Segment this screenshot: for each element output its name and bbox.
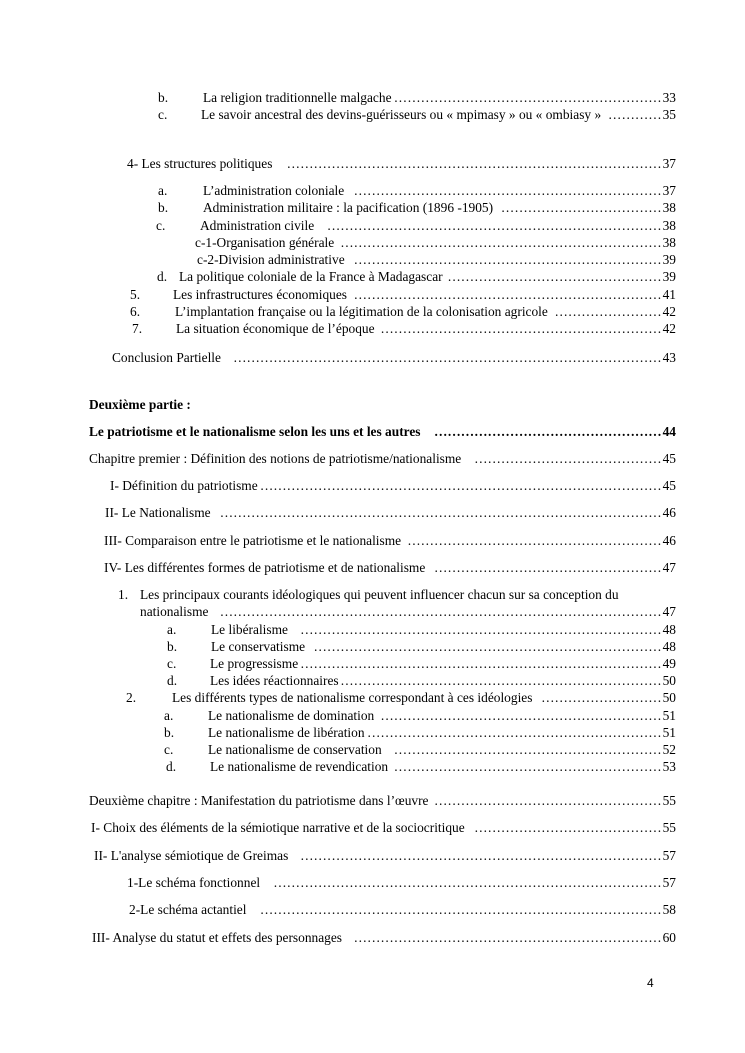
toc-entry-leader: ………………………………………………………	[380, 708, 662, 723]
toc-entry-marker: c.	[158, 107, 168, 122]
toc-entry-marker: a.	[158, 183, 168, 198]
toc-entry	[0, 234, 745, 252]
toc-entry	[0, 655, 745, 673]
toc-entry	[0, 155, 745, 173]
toc-entry	[0, 106, 745, 124]
toc-entry-page: 39	[662, 269, 676, 284]
toc-entry	[0, 303, 745, 321]
toc-entry-leader: ……………………………………………………………	[353, 252, 662, 267]
toc-entry-page: 38	[662, 235, 676, 250]
toc-entry	[0, 901, 745, 919]
toc-entry-marker: b.	[158, 90, 169, 105]
toc-entry-page: 43	[662, 350, 676, 365]
toc-entry-title: III- Analyse du statut et effets des personnages	[92, 930, 343, 945]
toc-entry-title: III- Comparaison entre le patriotisme et le nationalisme	[104, 533, 402, 548]
toc-entry	[0, 621, 745, 639]
toc-entry-leader: ………………………………………………………………………………	[259, 478, 662, 493]
toc-entry	[0, 504, 745, 522]
toc-entry	[0, 320, 745, 338]
toc-entry-leader: ……………………………………………………………	[353, 287, 662, 302]
toc-entry-marker: c.	[167, 656, 177, 671]
toc-entry-page: 55	[662, 793, 676, 808]
toc-entry-title: Le nationalisme de conservation	[208, 742, 382, 757]
toc-entry	[0, 758, 745, 776]
toc-entry-title: Les infrastructures économiques	[173, 287, 348, 302]
toc-entry-leader: ……………………………………………………	[393, 759, 662, 774]
toc-entry-title: 1-Le schéma fonctionnel	[127, 875, 261, 890]
toc-entry	[0, 286, 745, 304]
toc-entry-page: 45	[662, 451, 676, 466]
toc-entry-title: La religion traditionnelle malgache	[203, 90, 392, 105]
toc-entry	[0, 638, 745, 656]
toc-entry-leader: ……………………………………………	[433, 793, 662, 808]
toc-entry-marker: 2.	[126, 690, 137, 705]
toc-entry-page: 41	[662, 287, 676, 302]
toc-entry-leader: ………………………………………………………………………………………	[219, 604, 662, 619]
toc-entry-leader: …………………………………………………	[407, 533, 662, 548]
toc-entry-leader: ………………………………………………………………	[340, 235, 662, 250]
toc-entry	[0, 182, 745, 200]
toc-entry-marker: 5.	[130, 287, 141, 302]
toc-entry	[0, 450, 745, 468]
toc-entry-marker: d.	[167, 673, 178, 688]
toc-entry	[0, 792, 745, 810]
toc-entry-page: 57	[662, 848, 676, 863]
toc-entry	[0, 929, 745, 947]
toc-entry-leader: ………………………………………………………	[380, 321, 662, 336]
toc-entry	[0, 689, 745, 707]
toc-entry-leader: ……………………………………………	[433, 560, 662, 575]
toc-entry-title: Administration militaire : la pacification (1896 -1905)	[203, 200, 494, 215]
toc-entry-title: Le savoir ancestral des devins-guérisseurs ou « mpimasy » ou « ombiasy »	[201, 107, 602, 122]
toc-entry	[0, 199, 745, 217]
toc-entry-page: 47	[662, 604, 676, 619]
toc-entry	[0, 874, 745, 892]
toc-entry-title: 4- Les structures politiques	[127, 156, 273, 171]
toc-entry-marker: c.	[156, 218, 166, 233]
toc-entry-title: Le nationalisme de domination	[208, 708, 375, 723]
toc-entry-title: Conclusion Partielle	[112, 350, 221, 365]
toc-entry-page: 48	[662, 622, 676, 637]
toc-entry-page: 49	[662, 656, 676, 671]
toc-entry-leader: ……………………………………………………………	[353, 183, 662, 198]
toc-entry-page: 39	[662, 252, 676, 267]
toc-entry-leader: ………………………………………………………………………………	[259, 902, 662, 917]
toc-entry-marker: d.	[166, 759, 177, 774]
toc-entry	[0, 586, 745, 604]
toc-entry	[0, 672, 745, 690]
toc-entry-title: Les principaux courants idéologiques qui peuvent influencer chacun sur sa conception du	[140, 587, 619, 602]
toc-entry-leader: ……………………………………	[474, 820, 662, 835]
toc-entry-title: IV- Les différentes formes de patriotisme et de nationalisme	[104, 560, 426, 575]
toc-entry-marker: b.	[167, 639, 178, 654]
toc-entry	[0, 349, 745, 367]
toc-entry	[0, 847, 745, 865]
toc-entry-marker: a.	[164, 708, 174, 723]
toc-entry-marker: 7.	[132, 321, 143, 336]
toc-entry-leader: ……………………………………	[474, 451, 662, 466]
toc-entry-leader: ………………………………………………………………………	[300, 656, 662, 671]
toc-entry-page: 33	[662, 90, 676, 105]
toc-entry-leader: …………………………………………………………………………	[286, 156, 662, 171]
toc-entry	[0, 396, 745, 414]
toc-entry-leader: ………………………………………………………………………………………	[219, 505, 662, 520]
toc-entry-title: La situation économique de l’époque	[176, 321, 375, 336]
toc-entry-title: Deuxième partie :	[89, 397, 191, 412]
toc-entry-leader: ………………………………………………………………………	[300, 622, 662, 637]
toc-entry-leader: …………………………………………………………………	[326, 218, 662, 233]
toc-entry-page: 60	[662, 930, 676, 945]
toc-entry-marker: b.	[158, 200, 169, 215]
toc-entry-leader: ……………………………………………………………………	[313, 639, 662, 654]
toc-entry-title: c-2-Division administrative	[197, 252, 345, 267]
toc-entry-page: 50	[662, 673, 676, 688]
toc-entry	[0, 89, 745, 107]
toc-entry-marker: b.	[164, 725, 175, 740]
toc-entry-title: II- Le Nationalisme	[105, 505, 211, 520]
toc-entry-page: 46	[662, 533, 676, 548]
toc-entry-title: I- Choix des éléments de la sémiotique narrative et de la sociocritique	[91, 820, 465, 835]
toc-entry-page: 42	[662, 321, 676, 336]
toc-entry	[0, 423, 745, 441]
toc-entry-leader: ……………………………………………………	[393, 90, 662, 105]
toc-entry	[0, 477, 745, 495]
toc-entry-title: c-1-Organisation générale	[195, 235, 335, 250]
toc-entry-page: 58	[662, 902, 676, 917]
toc-entry	[0, 532, 745, 550]
toc-entry-marker: d.	[157, 269, 168, 284]
toc-entry-title: Chapitre premier : Définition des notions de patriotisme/nationalisme	[89, 451, 462, 466]
toc-entry-title: Le libéralisme	[211, 622, 288, 637]
toc-entry	[0, 819, 745, 837]
toc-entry-page: 38	[662, 200, 676, 215]
toc-entry	[0, 707, 745, 725]
toc-entry-page: 52	[662, 742, 676, 757]
toc-entry	[0, 217, 745, 235]
toc-entry-leader: ………………………………	[500, 200, 662, 215]
toc-entry	[0, 251, 745, 269]
toc-entry-leader: ………………………	[541, 690, 662, 705]
toc-entry-leader: ……………………………………………	[433, 424, 662, 439]
toc-entry-marker: a.	[167, 622, 177, 637]
toc-entry-page: 53	[662, 759, 676, 774]
toc-entry	[0, 741, 745, 759]
toc-entry-page: 37	[662, 156, 676, 171]
toc-entry	[0, 603, 745, 621]
toc-entry-title: Le nationalisme de revendication	[210, 759, 389, 774]
toc-entry	[0, 268, 745, 286]
toc-entry-title: II- L'analyse sémiotique de Greimas	[94, 848, 289, 863]
toc-entry-title: Les idées réactionnaires	[210, 673, 339, 688]
toc-entry-page: 50	[662, 690, 676, 705]
toc-entry-leader: ……………………………………………………………………………	[273, 875, 662, 890]
toc-entry	[0, 724, 745, 742]
toc-entry-marker: 1.	[118, 587, 129, 602]
toc-entry-leader: ………………………………………………………………	[340, 673, 662, 688]
toc-entry-title: Le patriotisme et le nationalisme selon les uns et les autres	[89, 424, 421, 439]
toc-entry-page: 51	[662, 708, 676, 723]
toc-entry-title: 2-Le schéma actantiel	[129, 902, 247, 917]
toc-entry-marker: c.	[164, 742, 174, 757]
toc-entry-page: 35	[662, 107, 676, 122]
toc-entry-leader: ……………………………………………………	[393, 742, 662, 757]
toc-entry-title: La politique coloniale de la France à Madagascar	[179, 269, 443, 284]
toc-entry-title: Le conservatisme	[211, 639, 306, 654]
toc-entry-title: Le nationalisme de libération	[208, 725, 365, 740]
toc-entry-page: 55	[662, 820, 676, 835]
toc-entry-leader: …………………………………………………………	[367, 725, 662, 740]
toc-entry-leader: ……………………………………………………………	[353, 930, 662, 945]
toc-entry-page: 48	[662, 639, 676, 654]
toc-entry-title: nationalisme	[140, 604, 209, 619]
page-number: 4	[647, 976, 654, 990]
toc-entry-page: 46	[662, 505, 676, 520]
toc-entry-title: Deuxième chapitre : Manifestation du patriotisme dans l’œuvre	[89, 793, 429, 808]
toc-entry-title: I- Définition du patriotisme	[110, 478, 258, 493]
toc-entry-page: 45	[662, 478, 676, 493]
toc-entry-title: Le progressisme	[210, 656, 299, 671]
toc-entry-leader: ……………………	[554, 304, 662, 319]
toc-entry-leader: ……………………………………………………………………………………	[233, 350, 662, 365]
toc-entry-title: L’implantation française ou la légitimation de la colonisation agricole	[175, 304, 548, 319]
toc-entry-page: 42	[662, 304, 676, 319]
toc-entry-title: Les différents types de nationalisme correspondant à ces idéologies	[172, 690, 533, 705]
toc-entry-page: 44	[662, 424, 676, 439]
toc-entry-title: L’administration coloniale	[203, 183, 345, 198]
toc-entry-page: 57	[662, 875, 676, 890]
toc-entry-page: 47	[662, 560, 676, 575]
toc-entry-leader: …………………………………………	[447, 269, 662, 284]
toc-entry-leader: ………………………………………………………………………	[300, 848, 662, 863]
toc-entry	[0, 559, 745, 577]
toc-entry-leader: …………	[608, 107, 662, 122]
toc-entry-title: Administration civile	[200, 218, 315, 233]
toc-entry-page: 38	[662, 218, 676, 233]
toc-entry-page: 37	[662, 183, 676, 198]
toc-entry-marker: 6.	[130, 304, 141, 319]
toc-entry-page: 51	[662, 725, 676, 740]
